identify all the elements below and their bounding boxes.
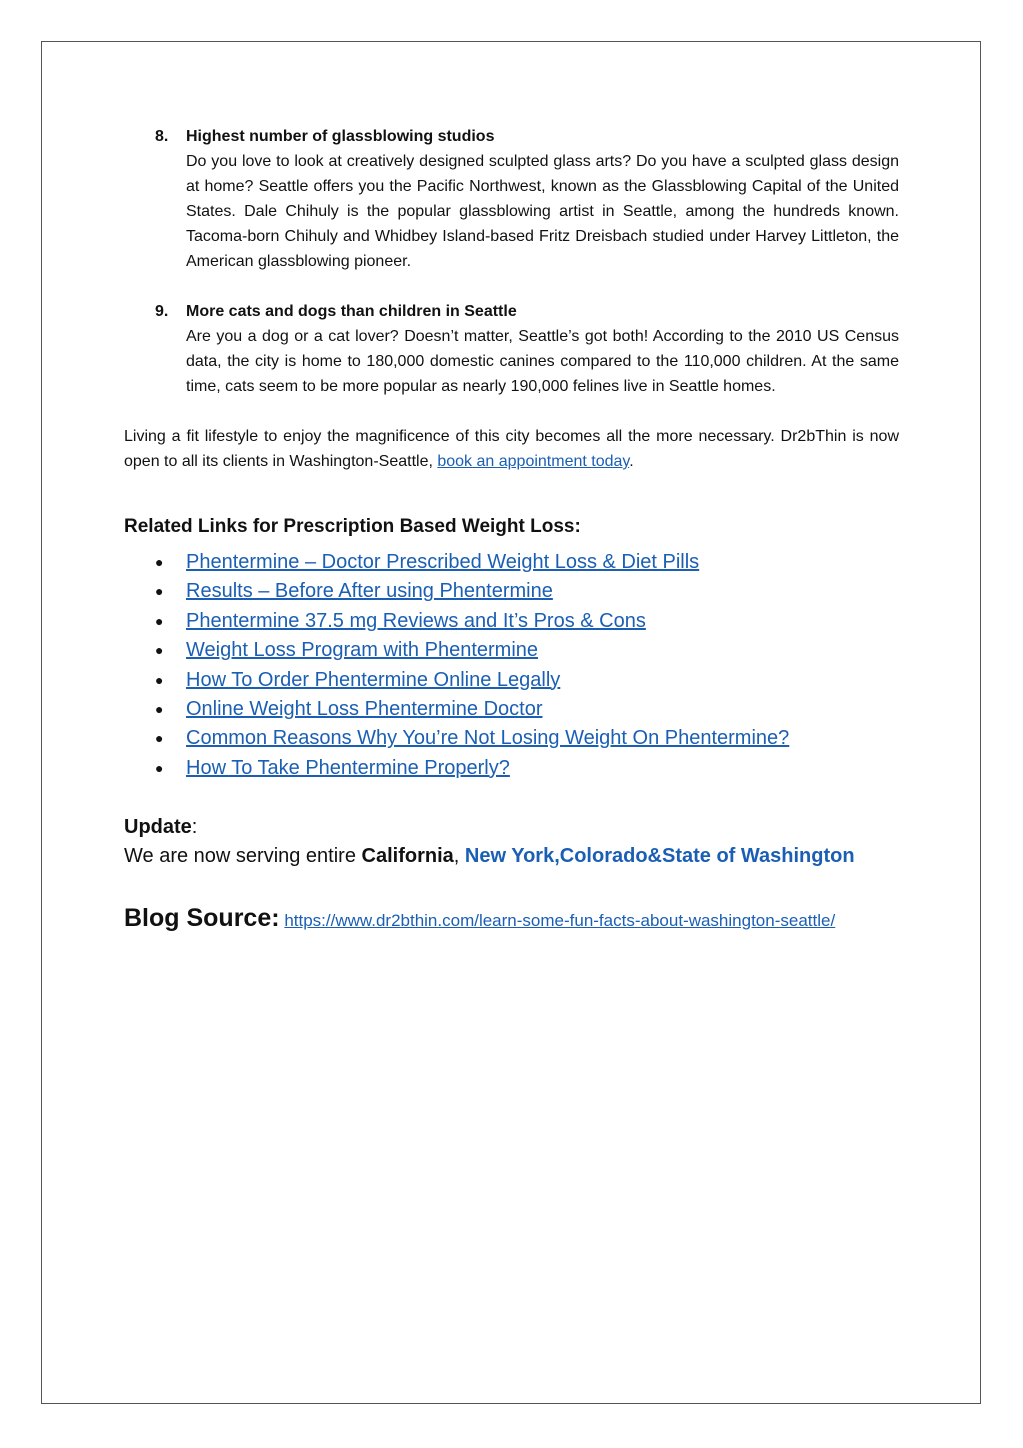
closing-paragraph bbox=[124, 424, 899, 474]
bullet-icon: ● bbox=[155, 554, 164, 570]
update-california: California bbox=[361, 845, 454, 868]
related-link-results[interactable]: Results – Before After using Phentermine bbox=[186, 580, 553, 603]
update-title: Update bbox=[124, 816, 192, 839]
bullet-icon: ● bbox=[155, 612, 164, 629]
update-text bbox=[124, 842, 899, 871]
related-links-list bbox=[124, 548, 899, 783]
update-colon: : bbox=[191, 816, 198, 839]
blog-source bbox=[124, 905, 899, 934]
list-item-title: More cats and dogs than children in Seattle bbox=[186, 303, 517, 320]
blog-source-label: Blog Source: bbox=[124, 904, 280, 933]
update-other-states: New York,Colorado&State of Washington bbox=[464, 845, 855, 868]
related-links-heading: Related Links for Prescription Based Weight Loss: bbox=[124, 516, 581, 537]
related-link-phentermine-diet-pills[interactable]: Phentermine – Doctor Prescribed Weight Loss & Diet Pills bbox=[186, 551, 700, 573]
list-item bbox=[124, 548, 899, 577]
related-link-reviews[interactable]: Phentermine 37.5 mg Reviews and It’s Pros & Cons bbox=[186, 609, 646, 632]
update-separator: , bbox=[453, 845, 465, 868]
bullet-icon: ● bbox=[155, 730, 164, 747]
related-link-online-doctor[interactable]: Online Weight Loss Phentermine Doctor bbox=[186, 698, 543, 721]
bullet-icon: ● bbox=[155, 642, 164, 659]
list-item-title: Highest number of glassblowing studios bbox=[186, 128, 495, 145]
list-item bbox=[124, 577, 899, 606]
list-number: 8. bbox=[155, 128, 169, 145]
list-item-8 bbox=[124, 124, 899, 274]
list-item bbox=[124, 666, 899, 695]
document-content bbox=[124, 124, 899, 934]
closing-end: . bbox=[629, 453, 634, 470]
blog-source-link[interactable]: https://www.dr2bthin.com/learn-some-fun-facts-about-washington-seattle/ bbox=[284, 911, 836, 931]
related-link-weight-loss-program[interactable]: Weight Loss Program with Phentermine bbox=[186, 639, 539, 662]
closing-text: Living a fit lifestyle to enjoy the magnificence of this city becomes all the more necessary. Dr2bThin is now open to all its clients in Washington-Seattle, bbox=[124, 428, 899, 470]
list-item bbox=[124, 695, 899, 724]
bullet-icon: ● bbox=[155, 701, 164, 718]
bullet-icon: ● bbox=[155, 671, 164, 688]
list-item-9 bbox=[124, 299, 899, 399]
related-link-take-properly[interactable]: How To Take Phentermine Properly? bbox=[186, 756, 510, 779]
list-item bbox=[124, 724, 899, 753]
bullet-icon: ● bbox=[155, 583, 164, 600]
appointment-link[interactable]: book an appointment today bbox=[437, 453, 630, 470]
related-link-order-online[interactable]: How To Order Phentermine Online Legally bbox=[186, 668, 561, 691]
list-item bbox=[124, 636, 899, 665]
update-heading bbox=[124, 813, 899, 842]
related-link-common-reasons[interactable]: Common Reasons Why You’re Not Losing Weight On Phentermine? bbox=[186, 727, 790, 750]
list-item-body: Do you love to look at creatively designed sculpted glass arts? Do you have a sculpted glass design at home? Seattle offers you the Pacific Northwest, known as the Glassblowing Capital of the United States. Dale Chihuly is the popular glassblowing artist in Seattle, among the hundreds known. Tacoma-born Chihuly and Whidbey Island-based Fritz Dreisbach studied under Harvey Littleton, the American glassblowing pioneer. bbox=[186, 153, 899, 270]
list-item bbox=[124, 607, 899, 636]
list-item bbox=[124, 754, 899, 783]
bullet-icon: ● bbox=[155, 759, 164, 776]
update-lead: We are now serving entire bbox=[124, 845, 362, 868]
list-item-body: Are you a dog or a cat lover? Doesn’t matter, Seattle’s got both! According to the 2010 US Census data, the city is home to 180,000 domestic canines compared to the 110,000 children. At the same time, cats seem to be more popular as nearly 190,000 felines live in Seattle homes. bbox=[186, 328, 899, 395]
list-number: 9. bbox=[155, 303, 169, 320]
